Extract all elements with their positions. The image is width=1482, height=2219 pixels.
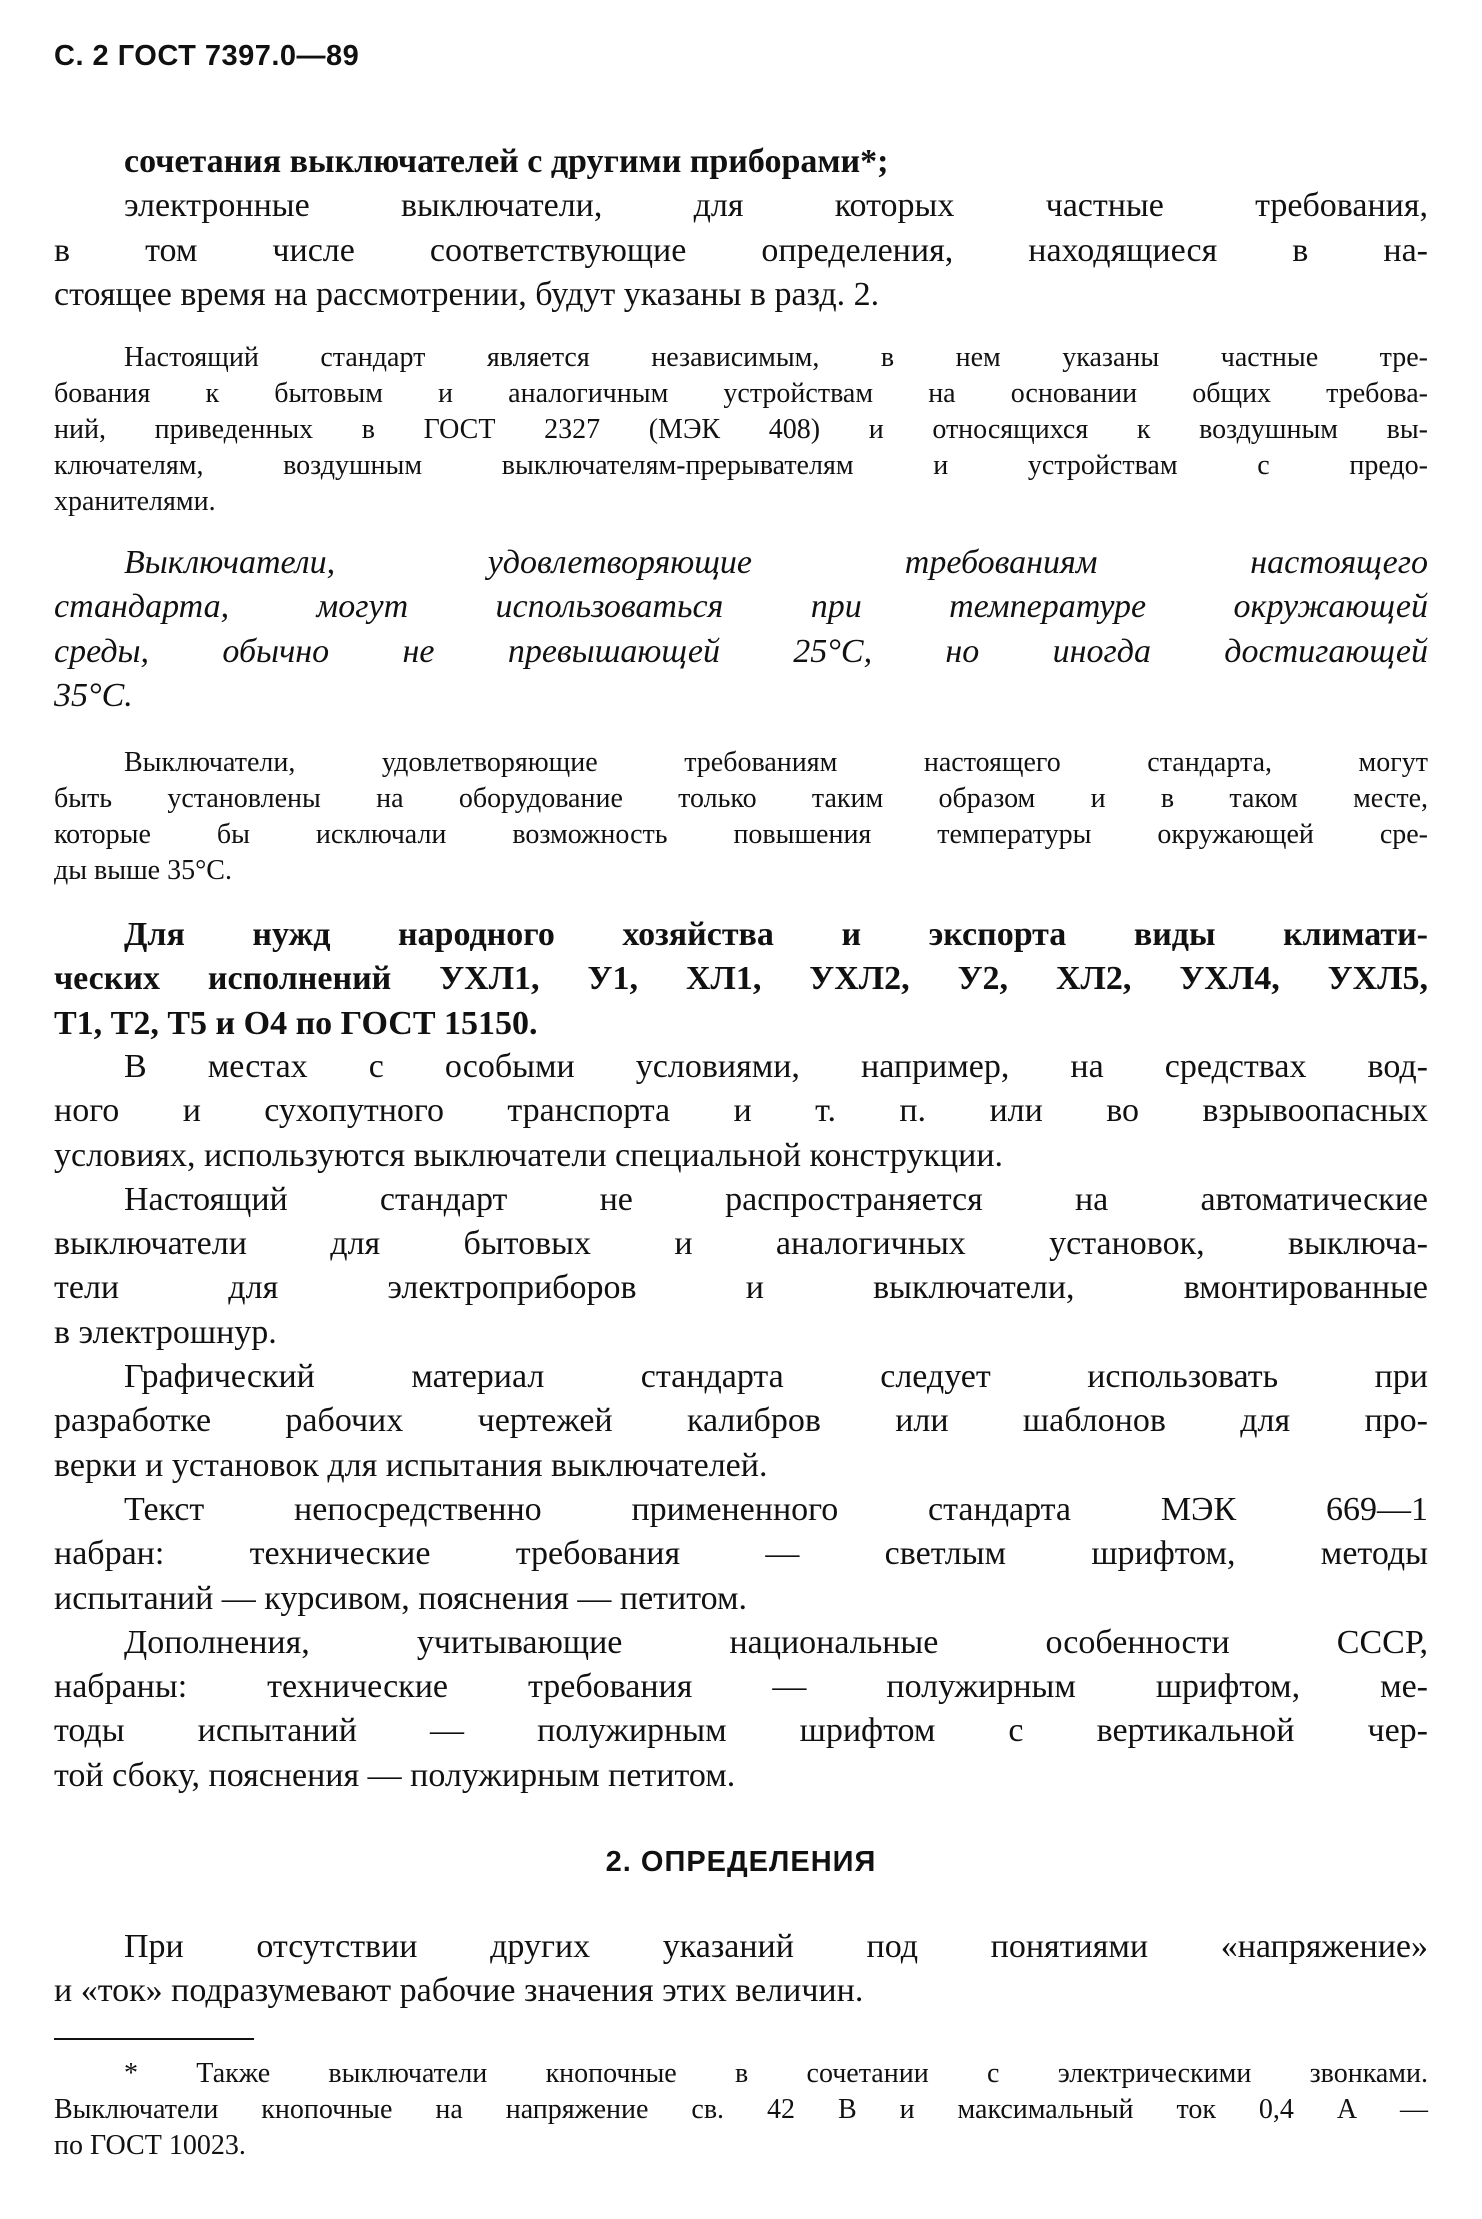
text-line: ний, приведенных в ГОСТ 2327 (МЭК 408) и относящихся к воздушным вы- bbox=[54, 414, 1428, 445]
footnote-divider bbox=[54, 2038, 254, 2040]
text-line: Настоящий стандарт является независимым, в нем указаны частные тре- bbox=[124, 342, 1428, 373]
page-header: С. 2 ГОСТ 7397.0—89 bbox=[54, 40, 360, 72]
text-line: набраны: технические требования — полужирным шрифтом, ме- bbox=[54, 1668, 1428, 1706]
text-line: При отсутствии других указаний под понятиями «напряжение» bbox=[124, 1928, 1428, 1965]
text-line: условиях, используются выключатели специальной конструкции. bbox=[54, 1136, 1004, 1174]
block-climate-bold bbox=[54, 913, 1428, 1046]
text-line: той сбоку, пояснения — полужирным петитом. bbox=[54, 1756, 736, 1794]
text-line: сочетания выключателей с другими приборами*; bbox=[124, 143, 889, 180]
paragraph bbox=[54, 1178, 1428, 1355]
block-scope-paragraphs bbox=[54, 1045, 1428, 1798]
paragraph bbox=[54, 1925, 1428, 2014]
section-heading: 2. ОПРЕДЕЛЕНИЯ bbox=[605, 1846, 877, 1878]
text-line: которые бы исключали возможность повышения температуры окружающей сре- bbox=[54, 819, 1428, 850]
text-line: Выключатели, удовлетворяющие требованиям настоящего стандарта, могут bbox=[124, 747, 1428, 778]
text-line: 35°С. bbox=[54, 676, 133, 714]
paragraph bbox=[54, 1355, 1428, 1488]
text-line: стандарта, могут использоваться при температуре окружающей bbox=[54, 588, 1428, 626]
text-line: Выключатели кнопочные на напряжение св. 42 В и максимальный ток 0,4 А — bbox=[54, 2094, 1428, 2125]
text-line: по ГОСТ 10023. bbox=[54, 2130, 246, 2161]
text-line: ческих исполнений УХЛ1, У1, ХЛ1, УХЛ2, У2, ХЛ2, УХЛ4, УХЛ5, bbox=[54, 960, 1428, 998]
paragraph bbox=[54, 913, 1428, 1046]
text-line: Т1, Т2, Т5 и О4 по ГОСТ 15150. bbox=[54, 1004, 538, 1042]
text-line: бования к бытовым и аналогичным устройствам на основании общих требова- bbox=[54, 378, 1428, 409]
text-line: В местах с особыми условиями, например, на средствах вод- bbox=[124, 1048, 1428, 1085]
paragraph bbox=[54, 541, 1428, 718]
text-line: выключатели для бытовых и аналогичных установок, выключа- bbox=[54, 1225, 1428, 1263]
text-line: * Также выключатели кнопочные в сочетании с электрическими звонками. bbox=[124, 2058, 1428, 2089]
text-line: электронные выключатели, для которых частные требования, bbox=[124, 187, 1428, 225]
text-line: Выключатели, удовлетворяющие требованиям настоящего bbox=[124, 544, 1428, 581]
text-line: верки и установок для испытания выключателей. bbox=[54, 1446, 768, 1484]
text-line: тели для электроприборов и выключатели, вмонтированные bbox=[54, 1269, 1428, 1307]
text-line: тоды испытаний — полужирным шрифтом с вертикальной чер- bbox=[54, 1712, 1428, 1750]
text-line: быть установлены на оборудование только таким образом и в таком месте, bbox=[54, 783, 1428, 814]
paragraph bbox=[54, 140, 1428, 184]
text-line: в электрошнур. bbox=[54, 1313, 277, 1351]
text-line: Графический материал стандарта следует использовать при bbox=[124, 1358, 1428, 1396]
text-line: и «ток» подразумевают рабочие значения этих величин. bbox=[54, 1972, 864, 2010]
text-line: стоящее время на рассмотрении, будут указаны в разд. 2. bbox=[54, 275, 880, 313]
text-line: Дополнения, учитывающие национальные особенности СССР, bbox=[124, 1623, 1428, 1661]
text-line: среды, обычно не превышающей 25°С, но иногда достигающей bbox=[54, 632, 1428, 670]
text-line: Для нужд народного хозяйства и экспорта виды климати- bbox=[124, 916, 1428, 953]
text-line: ключателям, воздушным выключателям-прерывателям и устройствам с предо- bbox=[54, 450, 1428, 481]
text-line: ды выше 35°С. bbox=[54, 855, 232, 886]
paragraph bbox=[54, 1488, 1428, 1621]
block-footnote bbox=[54, 2056, 1428, 2164]
block-note-installation bbox=[54, 745, 1428, 889]
text-line: набран: технические требования — светлым шрифтом, методы bbox=[54, 1535, 1428, 1573]
block-note-independent bbox=[54, 340, 1428, 520]
paragraph bbox=[54, 1045, 1428, 1178]
block-definitions-text bbox=[54, 1925, 1428, 2014]
text-line: хранителями. bbox=[54, 486, 216, 517]
paragraph bbox=[54, 1621, 1428, 1798]
text-line: Настоящий стандарт не распространяется на автоматические bbox=[124, 1180, 1428, 1218]
block-intro-continued bbox=[54, 140, 1428, 317]
paragraph bbox=[54, 184, 1428, 317]
paragraph bbox=[54, 2056, 1428, 2164]
text-line: ного и сухопутного транспорта и т. п. или во взрывоопасных bbox=[54, 1092, 1428, 1130]
text-line: испытаний — курсивом, пояснения — петитом. bbox=[54, 1579, 747, 1617]
text-line: разработке рабочих чертежей калибров или шаблонов для про- bbox=[54, 1402, 1428, 1440]
text-line: в том числе соответствующие определения, находящиеся в на- bbox=[54, 231, 1428, 269]
text-line: Текст непосредственно примененного стандарта МЭК 669—1 bbox=[124, 1490, 1428, 1528]
paragraph bbox=[54, 340, 1428, 520]
block-temperature-italic bbox=[54, 541, 1428, 718]
paragraph bbox=[54, 745, 1428, 889]
